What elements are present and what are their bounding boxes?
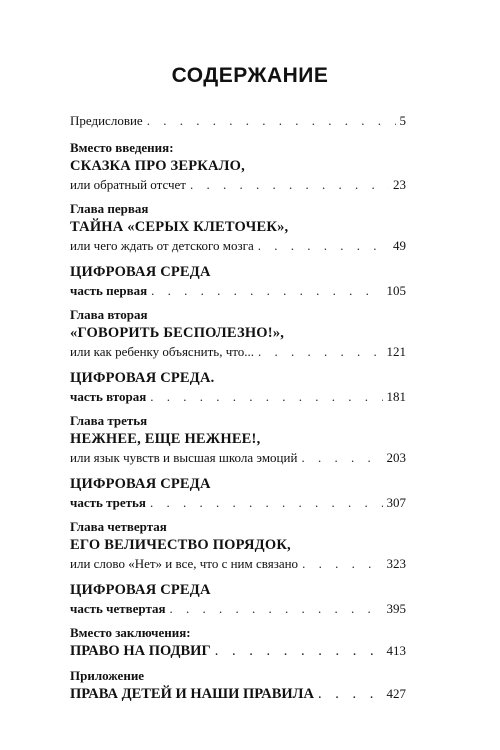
- leader-dots: [301, 449, 382, 467]
- toc-entry: [70, 201, 406, 255]
- chapter-label: Глава вторая: [70, 307, 148, 322]
- page-number: 121: [386, 344, 406, 359]
- toc-line: [70, 684, 406, 704]
- entry-heading: ПРАВА ДЕТЕЙ И НАШИ ПРАВИЛА: [70, 686, 314, 702]
- entry-subtitle: или язык чувств и высшая школа эмоций: [70, 450, 298, 465]
- entry-subtitle: часть четвертая: [70, 601, 166, 616]
- page-number: 413: [386, 643, 406, 658]
- entry-subtitle: или обратный отсчет: [70, 177, 186, 192]
- entry-heading: ЦИФРОВАЯ СРЕДА: [70, 476, 211, 492]
- entry-heading: «ГОВОРИТЬ БЕСПОЛЕЗНО!»,: [70, 325, 285, 341]
- chapter-label: Приложение: [70, 668, 145, 683]
- leader-dots: [147, 112, 396, 130]
- entry-text: Предисловие: [70, 113, 143, 128]
- chapter-label: Вместо введения:: [70, 140, 174, 155]
- page-number: 181: [386, 389, 406, 404]
- entry-heading: ПРАВО НА ПОДВИГ: [70, 643, 211, 659]
- leader-dots: [258, 343, 382, 361]
- chapter-label: Глава четвертая: [70, 519, 167, 534]
- toc-entry: [70, 580, 406, 618]
- leader-dots: [151, 282, 382, 300]
- toc-entry: [70, 307, 406, 361]
- entry-heading: ЕГО ВЕЛИЧЕСТВО ПОРЯДОК,: [70, 537, 291, 553]
- page-number: 427: [386, 686, 406, 701]
- toc-line: [70, 176, 406, 194]
- toc-entry: [70, 140, 406, 194]
- entry-subtitle: или чего ждать от детского мозга: [70, 238, 254, 253]
- toc-entry-preface: [70, 112, 406, 130]
- entry-subtitle: часть вторая: [70, 389, 147, 404]
- toc-entry: [70, 413, 406, 467]
- leader-dots: [215, 641, 383, 661]
- toc-entry: [70, 668, 406, 704]
- page-number: 23: [393, 177, 406, 192]
- toc-line: [70, 388, 406, 406]
- leader-dots: [170, 600, 383, 618]
- page-number: 105: [386, 283, 406, 298]
- leader-dots: [318, 684, 383, 704]
- page-number: 307: [386, 495, 406, 510]
- toc-line: [70, 112, 406, 130]
- leader-dots: [150, 494, 383, 512]
- page-number: 395: [386, 601, 406, 616]
- chapter-label: Глава первая: [70, 201, 149, 216]
- entry-heading: ЦИФРОВАЯ СРЕДА.: [70, 370, 215, 386]
- entry-subtitle: или слово «Нет» и все, что с ним связано: [70, 556, 299, 571]
- entry-heading: СКАЗКА ПРО ЗЕРКАЛО,: [70, 158, 245, 174]
- toc-line: [70, 641, 406, 661]
- page-number: 5: [399, 113, 406, 128]
- entry-heading: ТАЙНА «СЕРЫХ КЛЕТОЧЕК»,: [70, 219, 289, 235]
- toc-line: [70, 282, 406, 300]
- leader-dots: [150, 388, 382, 406]
- entry-subtitle: или как ребенку объяснить, что...: [70, 344, 255, 359]
- page-title: СОДЕРЖАНИЕ: [171, 64, 329, 87]
- entry-subtitle: часть первая: [70, 283, 148, 298]
- entry-heading: НЕЖНЕЕ, ЕЩЕ НЕЖНЕЕ!,: [70, 431, 261, 447]
- toc-line: [70, 343, 406, 361]
- toc-entry: [70, 625, 406, 661]
- table-of-contents: [70, 112, 406, 711]
- entry-heading: ЦИФРОВАЯ СРЕДА: [70, 582, 211, 598]
- page-number: 203: [386, 450, 406, 465]
- entry-subtitle: часть третья: [70, 495, 146, 510]
- toc-entry: [70, 474, 406, 512]
- chapter-label: Вместо заключения:: [70, 625, 191, 640]
- leader-dots: [258, 237, 389, 255]
- toc-entry: [70, 262, 406, 300]
- toc-line: [70, 237, 406, 255]
- toc-line: [70, 600, 406, 618]
- entry-heading: ЦИФРОВАЯ СРЕДА: [70, 264, 211, 280]
- page-number: 323: [386, 556, 406, 571]
- leader-dots: [302, 555, 382, 573]
- toc-entry: [70, 368, 406, 406]
- toc-entry: [70, 519, 406, 573]
- chapter-label: Глава третья: [70, 413, 148, 428]
- toc-line: [70, 555, 406, 573]
- page-number: 49: [393, 238, 406, 253]
- leader-dots: [190, 176, 389, 194]
- toc-line: [70, 449, 406, 467]
- toc-line: [70, 494, 406, 512]
